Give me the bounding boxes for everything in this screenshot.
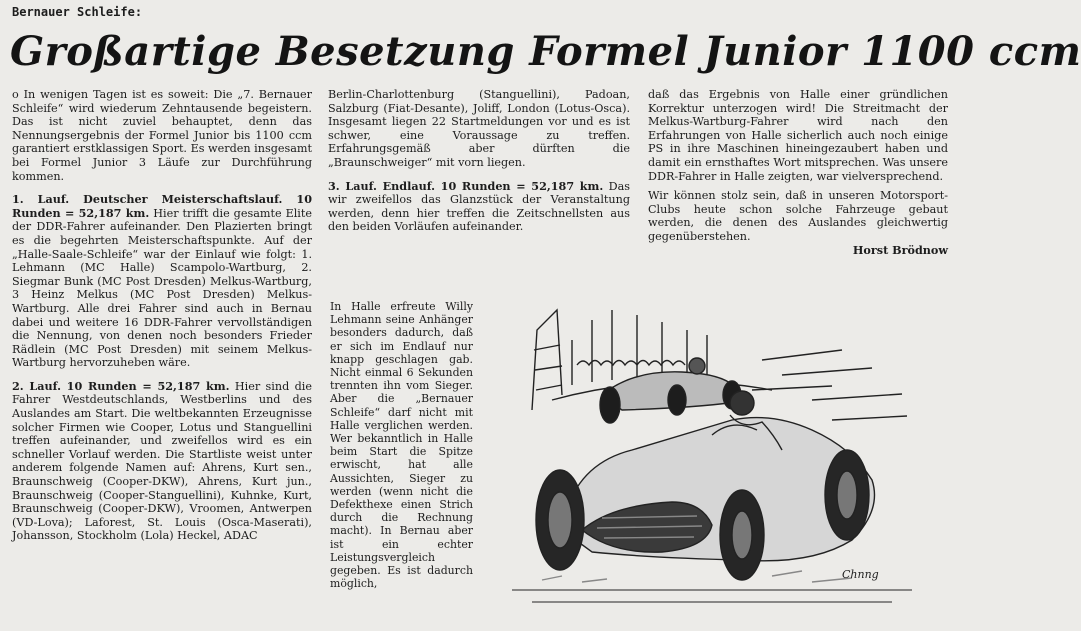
column-3	[648, 88, 948, 257]
closing-paragraph: Wir können stolz sein, daß in unseren Motorsport-Clubs heute schon solche Fahrzeuge gebaut werden, die denen des Auslandes gleichwertig gegenüberstehen.	[648, 189, 948, 243]
column-2-narrow	[330, 300, 473, 590]
entries-paragraph: Berlin-Charlottenburg (Stanguellini), Padoan, Salzburg (Fiat-Desante), Joliff, London (Lotus-Osca). Insgesamt liegen 22 Startmeldungen vor und es ist schwer, eine Voraussage zu treffen. Erfahrungsgemäß aber dürften die „Braunschweiger“ mit vorn liegen.	[328, 88, 630, 169]
section-kicker: Bernauer Schleife:	[12, 5, 143, 19]
artist-signature: Chnng	[842, 568, 879, 581]
column-1	[12, 88, 312, 543]
run3-paragraph	[328, 180, 630, 234]
author-byline: Horst Brödnow	[852, 242, 948, 257]
intro-paragraph: o In wenigen Tagen ist es soweit: Die „7. Bernauer Schleife“ wird wiederum Zehntausende begeistern. Das ist nicht zuviel behauptet, denn das Nennungsergebnis der Formel Junior bis 1100 ccm garantiert erstklassigen Sport. Es werden insgesamt bei Formel Junior 3 Läufe zur Durchführung kommen.	[12, 88, 312, 183]
run1-heading: 1. Lauf. Deutscher Meisterschaftslauf. 10 Runden = 52,187 km.	[12, 192, 312, 220]
run2-body: Hier sind die Fahrer Westdeutschlands, Westberlins und des Auslandes am Start. Die weltbekannten Erzeugnisse solcher Firmen wie Cooper, Lotus und Stanguellini treffen aufeinander, und zweifellos wird es ein schneller Vorlauf werden. Die Startliste weist unter anderem folgende Namen auf: Ahrens, Kurt sen., Braunschweig (Cooper-DKW), Ahrens, Kurt jun., Braunschweig (Cooper-Stanguellini), Kuhnke, Kurt, Braunschweig (Cooper-DKW), Vroomen, Antwerpen (VD-Lova); Laforest, St. Louis (Osca-Maserati), Johansson, Stockholm (Lola) Heckel, ADAC	[12, 379, 312, 543]
racing-car-illustration	[512, 290, 912, 610]
run1-paragraph	[12, 193, 312, 370]
headline: Großartige Besetzung Formel Junior 1100 ccm	[10, 28, 1081, 75]
run2-heading: 2. Lauf. 10 Runden = 52,187 km.	[12, 378, 230, 393]
halle-paragraph: In Halle erfreute Willy Lehmann seine Anhänger besonders dadurch, daß er sich im Endlauf nur knapp geschlagen gab. Nicht einmal 6 Sekunden trennten ihn vom Sieger. Aber die „Bernauer Schleife“ darf nicht mit Halle verglichen werden. Wer bekanntlich in Halle beim Start die Spitze erwischt, hat alle Aussichten, Sieger zu werden (wenn nicht die Defekthexe einen Strich durch die Rechnung macht). In Bernau aber ist ein echter Leistungsvergleich gegeben. Es ist dadurch möglich,	[330, 300, 473, 591]
run1-body: Hier trifft die gesamte Elite der DDR-Fahrer aufeinander. Den Plazierten bringt es die begehrten Meisterschaftspunkte. Auf der „Halle-Saale-Schleife“ war der Einlauf wie folgt: 1. Lehmann (MC Halle) Scampolo-Wartburg, 2. Siegmar Bunk (MC Post Dresden) Melkus-Wartburg, 3 Heinz Melkus (MC Post Dresden) Melkus-Wartburg. Alle drei Fahrer sind auch in Bernau dabei und weitere 16 DDR-Fahrer vervollständigen die Nennung, von denen noch besonders Frieder Rädlein (MC Post Dresden) mit seinem Melkus-Wartburg hervorzuheben wäre.	[12, 206, 313, 370]
run3-heading: 3. Lauf. Endlauf. 10 Runden = 52,187 km.	[328, 178, 604, 193]
column-2-top	[328, 88, 630, 234]
run3-body: Das wir zweifellos das Glanzstück der Veranstaltung werden, denn hier treffen die Zeitschnellsten aus den beiden Vorläufen aufeinander.	[328, 179, 630, 234]
run2-paragraph	[12, 380, 312, 543]
correction-paragraph: daß das Ergebnis von Halle einer gründlichen Korrektur unterzogen wird! Die Streitmacht der Melkus-Wartburg-Fahrer wird nach den Erfahrungen von Halle sicherlich auch noch einige PS in ihre Maschinen hineingezaubert haben und damit ein ernsthaftes Wort mitsprechen. Was unsere DDR-Fahrer in Halle zeigten, war vielversprechend.	[648, 88, 948, 183]
